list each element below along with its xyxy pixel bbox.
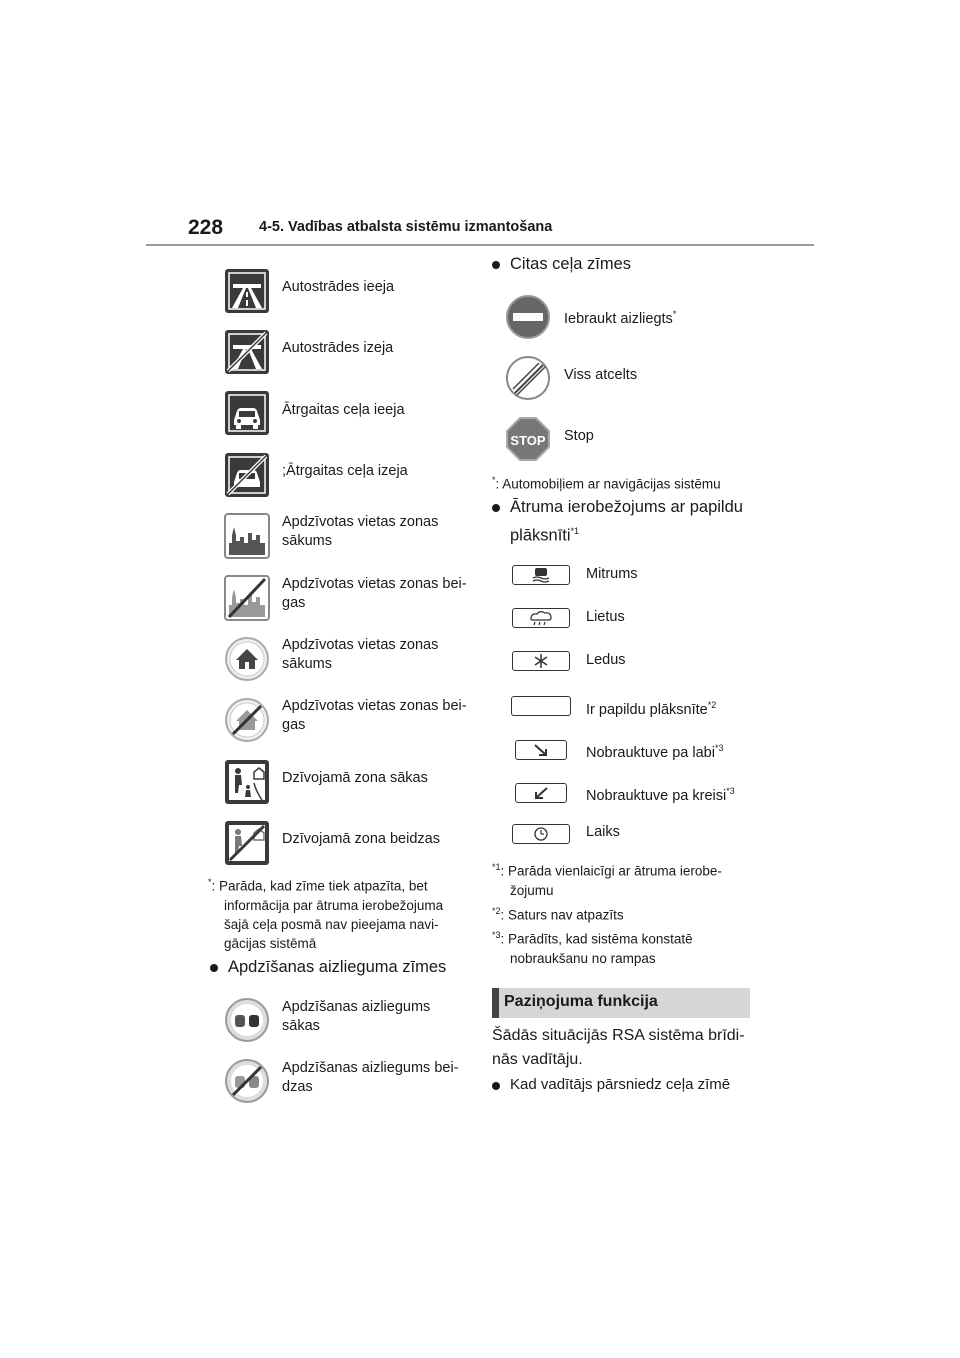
no-entry-sign-icon bbox=[505, 294, 551, 340]
sign-label: Autostrādes ieeja bbox=[282, 279, 395, 295]
clock-icon bbox=[513, 825, 569, 843]
plate-label: Nobrauktuve pa labi$^{*3}$ bbox=[586, 743, 724, 761]
plate-label: Ir papildu plāksnīte$^{*2}$ bbox=[586, 700, 717, 718]
header-divider bbox=[146, 244, 814, 246]
house-zone-start-sign-icon bbox=[224, 636, 270, 682]
page-header bbox=[146, 212, 814, 246]
sign-label: Apdzīvotas vietas zonas bei-gas bbox=[282, 698, 467, 733]
rain-plate bbox=[512, 608, 570, 628]
sign-label: Ātrgaitas ceļa ieeja bbox=[282, 402, 405, 418]
section-title: 4-5. Vadības atbalsta sistēmu izmantošana bbox=[259, 219, 553, 235]
sign-label: Autostrādes izeja bbox=[282, 340, 394, 356]
stop-sign-text: STOP bbox=[510, 433, 546, 448]
overtaking-label: Apdzīšanas aizliegums sākas bbox=[282, 999, 431, 1034]
other-sign-label: Stop bbox=[564, 428, 594, 444]
blank-plate bbox=[511, 696, 571, 716]
plate-footnote: $^{*3}$: Parādīts, kad sistēma konstatē nobraukšanu no rampas bbox=[492, 930, 693, 966]
expressway-start-sign-icon bbox=[224, 390, 270, 436]
plates-heading: Ātruma ierobežojums ar papildu plāksnīti$^{*1}$ bbox=[492, 495, 754, 548]
bullet-dot bbox=[492, 1082, 500, 1090]
sign-label: Apdzīvotas vietas zonas sākums bbox=[282, 637, 439, 672]
residential-zone-start-sign-icon bbox=[224, 759, 270, 805]
sign-label: Dzīvojamā zona beidzas bbox=[282, 831, 440, 847]
wet-road-plate bbox=[512, 565, 570, 585]
stop-sign-icon bbox=[505, 416, 551, 462]
arrow-down-left-icon bbox=[516, 784, 566, 802]
other-signs-footnote: *: Automobiļiem ar navigācijas sistēmu bbox=[492, 475, 721, 492]
rain-cloud-icon bbox=[513, 609, 569, 627]
notice-body: Šādās situācijās RSA sistēma brīdi- nās vadītāju. bbox=[492, 1027, 745, 1068]
no-overtaking-sign-icon bbox=[224, 997, 270, 1043]
page-number: 228 bbox=[188, 216, 224, 239]
plate-label: Ledus bbox=[586, 652, 626, 668]
plate-footnote: $^{*2}$: Saturs nav atpazīts bbox=[492, 906, 624, 923]
residential-zone-end-sign-icon bbox=[224, 820, 270, 866]
bullet-dot bbox=[210, 964, 218, 972]
end-of-restrictions-sign-icon bbox=[505, 355, 551, 401]
no-overtaking-end-sign-icon bbox=[224, 1058, 270, 1104]
city-skyline-end-sign-icon bbox=[224, 575, 270, 621]
overtaking-label: Apdzīšanas aizliegums bei- dzas bbox=[282, 1060, 459, 1095]
plate-label: Lietus bbox=[586, 609, 625, 625]
left-footnote: *: Parāda, kad zīme tiek atpazīta, bet informācija par ātruma ierobežojuma šajā ceļa posmā nav pieejama navi- gācijas sistēmā bbox=[208, 877, 444, 951]
bullet-dot bbox=[492, 261, 500, 269]
plate-label: Nobrauktuve pa kreisi$^{*3}$ bbox=[586, 786, 735, 804]
notice-bullet: Kad vadītājs pārsniedz ceļa zīmē bbox=[492, 1073, 754, 1097]
exit-right-plate bbox=[515, 740, 567, 760]
motorway-start-sign-icon bbox=[224, 268, 270, 314]
notice-title: Paziņojuma funkcija bbox=[504, 993, 658, 1010]
notice-section-header bbox=[492, 988, 750, 1018]
city-skyline-start-sign-icon bbox=[224, 513, 270, 559]
sign-label: Dzīvojamā zona sākas bbox=[282, 770, 428, 786]
expressway-end-sign-icon bbox=[224, 452, 270, 498]
overtaking-heading: Apdzīšanas aizlieguma zīmes bbox=[210, 955, 480, 979]
snowflake-icon bbox=[513, 652, 569, 670]
motorway-end-sign-icon bbox=[224, 329, 270, 375]
wet-road-icon bbox=[513, 566, 569, 584]
plate-footnote: $^{*1}$: Parāda vienlaicīgi ar ātruma ierobe- žojumu bbox=[492, 862, 722, 898]
arrow-down-right-icon bbox=[516, 741, 566, 759]
time-plate bbox=[512, 824, 570, 844]
bullet-dot bbox=[492, 504, 500, 512]
plate-label: Laiks bbox=[586, 824, 620, 840]
other-sign-label: Viss atcelts bbox=[564, 367, 638, 383]
other-sign-label: Iebraukt aizliegts* bbox=[564, 309, 677, 327]
notice-accent-bar bbox=[492, 988, 499, 1018]
exit-left-plate bbox=[515, 783, 567, 803]
sign-label: Apdzīvotas vietas zonas bei-gas bbox=[282, 576, 467, 611]
sign-label: ;Ātrgaitas ceļa izeja bbox=[282, 463, 408, 479]
house-zone-end-sign-icon bbox=[224, 697, 270, 743]
ice-plate bbox=[512, 651, 570, 671]
plate-label: Mitrums bbox=[586, 566, 638, 582]
sign-label: Apdzīvotas vietas zonas sākums bbox=[282, 514, 439, 549]
other-signs-heading: Citas ceļa zīmes bbox=[492, 252, 754, 276]
